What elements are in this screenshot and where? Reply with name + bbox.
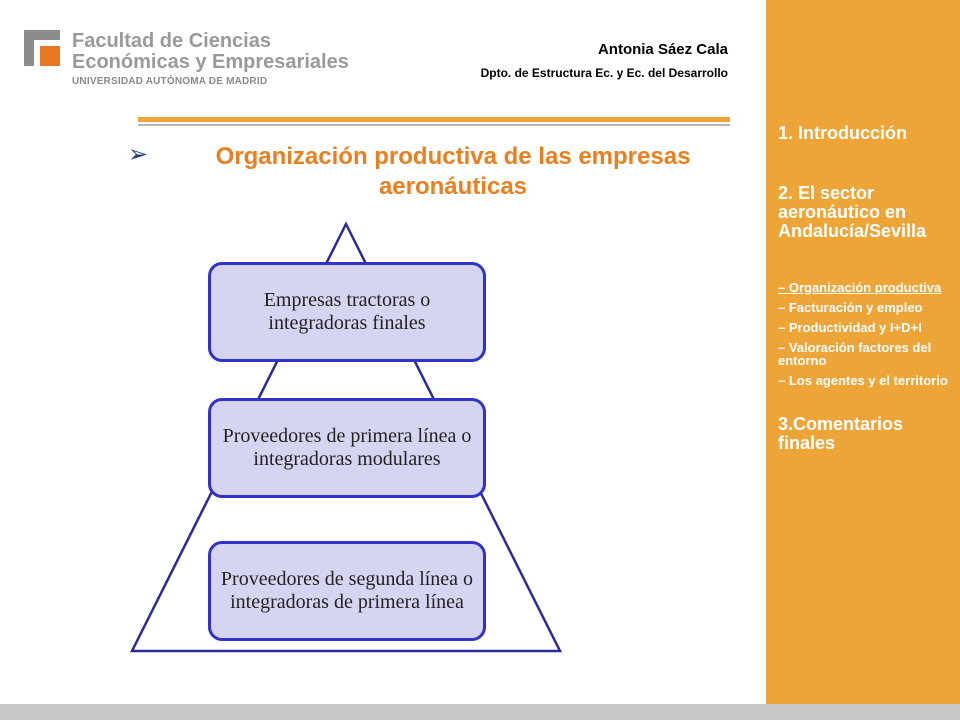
logo-line-2: Económicas y Empresariales bbox=[72, 51, 349, 73]
sidebar-item-valoracion[interactable]: – Valoración factores del entorno bbox=[778, 340, 932, 368]
pyramid-level-3 bbox=[208, 541, 486, 641]
arrow-bullet-icon: ➢ bbox=[128, 141, 149, 168]
footer-bar bbox=[0, 704, 960, 720]
sidebar-outline bbox=[766, 0, 960, 704]
sidebar-subsection-list bbox=[778, 281, 950, 387]
sidebar-section-comentarios[interactable]: 3.Comentarios finales bbox=[778, 414, 904, 453]
pyramid-level-2-label: Proveedores de primera línea o integradoras modulares bbox=[222, 425, 472, 470]
sidebar-item-organizacion[interactable]: – Organización productiva bbox=[778, 280, 942, 295]
pyramid-level-1-label: Empresas tractoras o integradoras finales bbox=[263, 289, 431, 334]
sidebar-item-agentes[interactable]: – Los agentes y el territorio bbox=[778, 373, 948, 388]
sidebar-section-introduccion[interactable]: 1. Introducción bbox=[778, 123, 908, 143]
sidebar-section-sector[interactable]: 2. El sector aeronáutico en Andalucía/Sevilla bbox=[778, 183, 927, 241]
pyramid-level-3-label: Proveedores de segunda línea o integradoras de primera línea bbox=[220, 568, 474, 613]
sidebar-item-productividad[interactable]: – Productividad y I+D+I bbox=[778, 320, 922, 335]
slide-title: Organización productiva de las empresas aeronáuticas bbox=[215, 143, 691, 200]
department-name: Dpto. de Estructura Ec. y Ec. del Desarrollo bbox=[480, 66, 728, 80]
pyramid-level-1 bbox=[208, 262, 486, 362]
pyramid-level-2 bbox=[208, 398, 486, 498]
author-name: Antonia Sáez Cala bbox=[597, 41, 728, 58]
logo-line-1: Facultad de Ciencias bbox=[72, 30, 271, 52]
logo-line-3: UNIVERSIDAD AUTÓNOMA DE MADRID bbox=[72, 76, 268, 87]
sidebar-item-facturacion[interactable]: – Facturación y empleo bbox=[778, 300, 923, 315]
